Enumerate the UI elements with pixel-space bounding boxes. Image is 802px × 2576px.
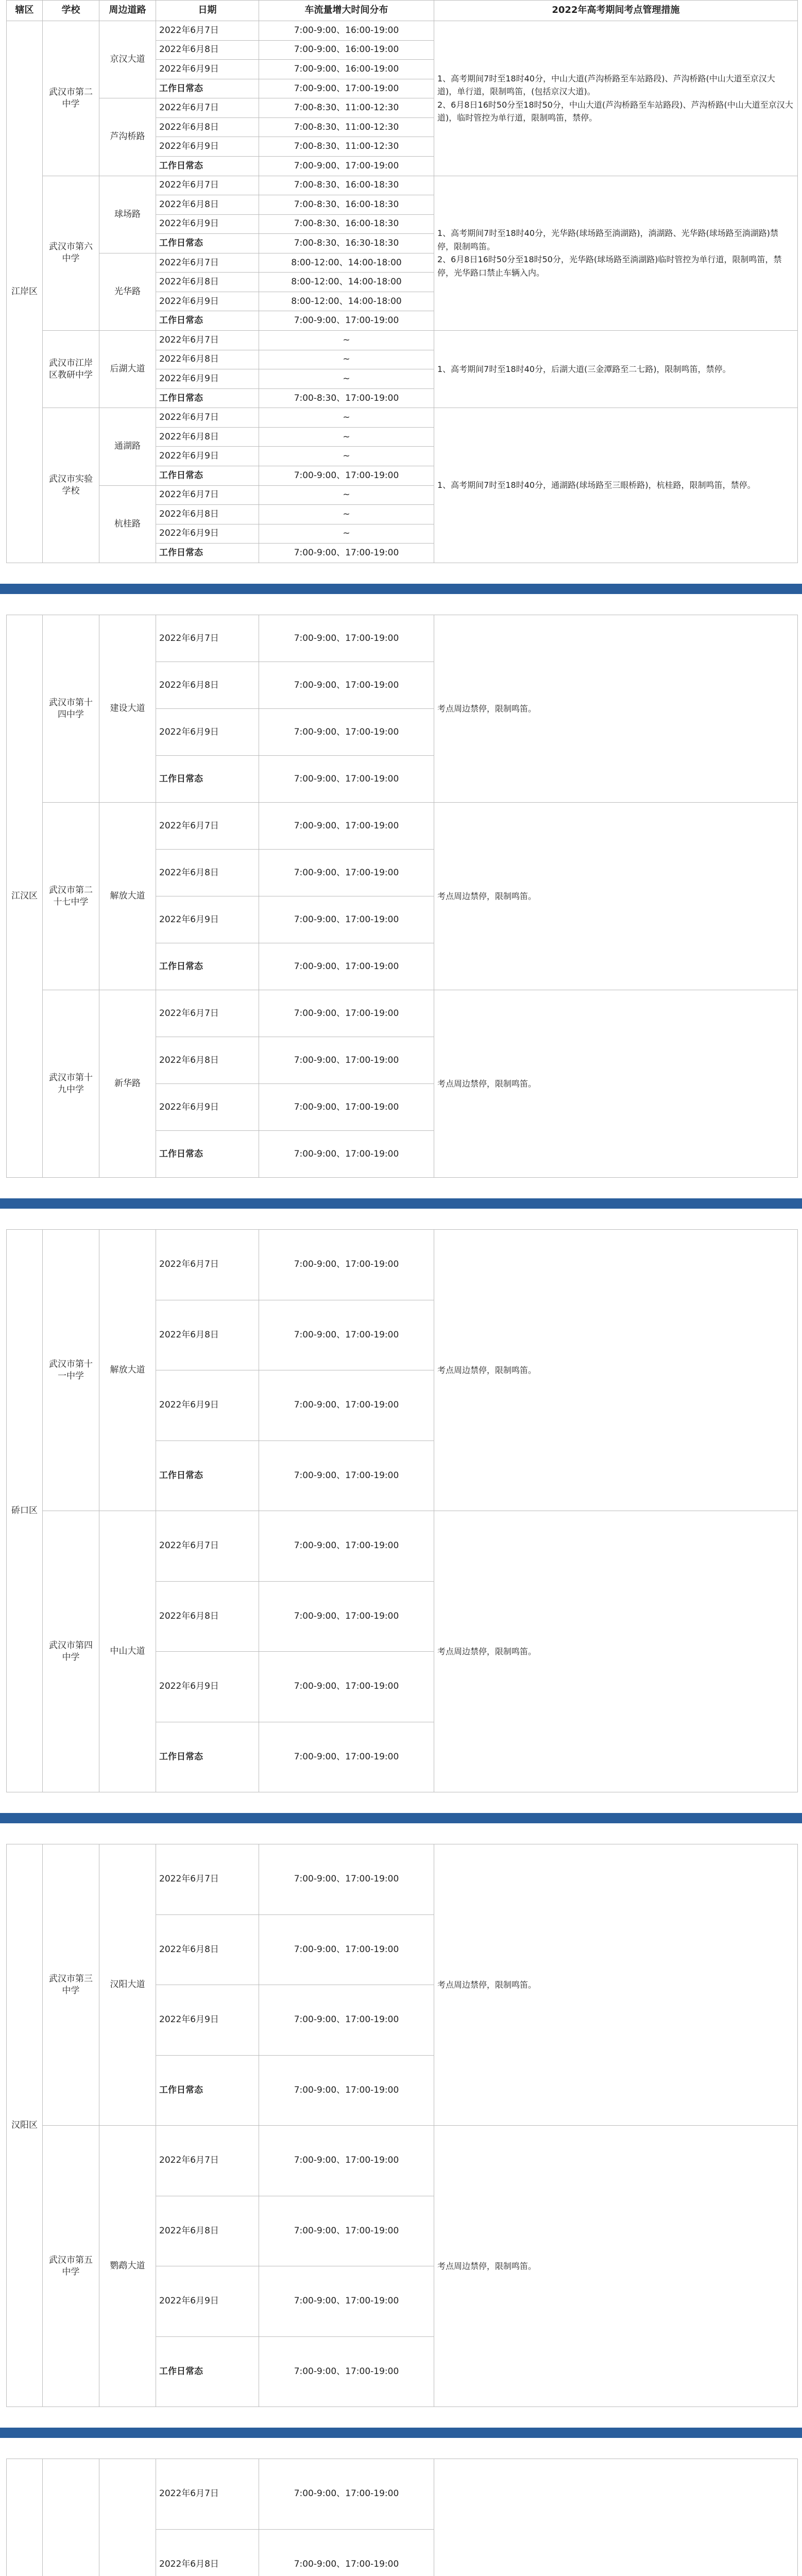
time-cell: 7:00-9:00、17:00-19:00 xyxy=(259,1131,434,1178)
time-cell: ~ xyxy=(259,505,434,524)
time-cell: 7:00-9:00、17:00-19:00 xyxy=(259,544,434,563)
time-cell: 7:00-9:00、17:00-19:00 xyxy=(259,2196,434,2266)
road-cell: 建设大道 xyxy=(99,615,156,803)
measure-cell xyxy=(434,615,798,803)
date-cell: 2022年6月7日 xyxy=(156,1230,259,1300)
district-cell xyxy=(7,2459,43,2576)
date-cell: 工作日常态 xyxy=(156,2336,259,2407)
road-cell: 杭桂路 xyxy=(99,485,156,563)
date-cell: 2022年6月9日 xyxy=(156,2266,259,2337)
time-cell: 7:00-9:00、17:00-19:00 xyxy=(259,1914,434,1985)
date-cell: 2022年6月8日 xyxy=(156,662,259,709)
time-cell: 7:00-9:00、17:00-19:00 xyxy=(259,1440,434,1511)
section-divider xyxy=(0,584,802,594)
header-district: 辖区 xyxy=(7,1,43,21)
measure-text: 考点周边禁停，限制鸣笛。 xyxy=(437,891,537,901)
date-cell: 2022年6月7日 xyxy=(156,331,259,350)
time-cell: 7:00-9:00、17:00-19:00 xyxy=(259,662,434,709)
date-cell: 2022年6月7日 xyxy=(156,2459,259,2530)
date-cell: 2022年6月7日 xyxy=(156,485,259,505)
table-row xyxy=(7,408,798,428)
date-cell: 工作日常态 xyxy=(156,1440,259,1511)
date-cell: 2022年6月9日 xyxy=(156,292,259,311)
measure-cell xyxy=(434,176,798,331)
time-cell: 7:00-9:00、17:00-19:00 xyxy=(259,756,434,803)
date-cell: 2022年6月9日 xyxy=(156,214,259,234)
time-cell: 7:00-9:00、16:00-19:00 xyxy=(259,21,434,41)
time-cell: 7:00-8:30、16:00-18:30 xyxy=(259,214,434,234)
measure-text: 考点周边禁停，限制鸣笛。 xyxy=(437,1979,537,1990)
measure-cell xyxy=(434,1230,798,1511)
time-cell: 7:00-9:00、17:00-19:00 xyxy=(259,709,434,756)
schedule-table xyxy=(6,1229,798,1792)
school-cell: 武汉市江岸区教研中学 xyxy=(43,331,99,408)
time-cell: 7:00-9:00、17:00-19:00 xyxy=(259,1652,434,1722)
date-cell: 2022年6月7日 xyxy=(156,176,259,195)
time-cell: 7:00-9:00、17:00-19:00 xyxy=(259,1581,434,1652)
time-cell: 7:00-9:00、17:00-19:00 xyxy=(259,943,434,990)
time-cell: ~ xyxy=(259,485,434,505)
date-cell: 2022年6月9日 xyxy=(156,1652,259,1722)
date-cell: 2022年6月9日 xyxy=(156,896,259,943)
time-cell: 7:00-9:00、17:00-19:00 xyxy=(259,896,434,943)
time-cell: 7:00-8:30、17:00-19:00 xyxy=(259,388,434,408)
table-row xyxy=(7,1230,798,1300)
school-cell: 武汉市第二十七中学 xyxy=(43,803,99,990)
date-cell: 工作日常态 xyxy=(156,1722,259,1792)
school-cell: 武汉市第六中学 xyxy=(43,176,99,331)
date-cell: 2022年6月7日 xyxy=(156,990,259,1037)
date-cell: 2022年6月7日 xyxy=(156,21,259,41)
time-cell: 7:00-9:00、17:00-19:00 xyxy=(259,1230,434,1300)
time-cell: 7:00-8:30、11:00-12:30 xyxy=(259,98,434,118)
measure-cell xyxy=(434,331,798,408)
time-cell: ~ xyxy=(259,408,434,428)
date-cell: 工作日常态 xyxy=(156,234,259,253)
table-row xyxy=(7,2459,798,2530)
road-cell xyxy=(99,2459,156,2576)
date-cell: 2022年6月8日 xyxy=(156,1037,259,1084)
measure-text: 1、高考期间7时至18时40分，光华路(球场路至淌湖路)，淌湖路、光华路(球场路至淌湖路)禁停，限制鸣笛。 2、6月8日16时50分至18时50分，光华路(球场路至淌湖路)临时管控为单行道，限制鸣笛，禁停，光华路口禁止车辆入内。 xyxy=(437,228,782,278)
time-cell: 8:00-12:00、14:00-18:00 xyxy=(259,273,434,292)
table-row xyxy=(7,990,798,1037)
school-cell: 武汉市第四中学 xyxy=(43,1511,99,1792)
date-cell: 2022年6月7日 xyxy=(156,1511,259,1582)
time-cell: 7:00-9:00、17:00-19:00 xyxy=(259,1037,434,1084)
time-cell: 7:00-9:00、17:00-19:00 xyxy=(259,1084,434,1131)
date-cell: 2022年6月9日 xyxy=(156,1985,259,2056)
date-cell: 2022年6月8日 xyxy=(156,273,259,292)
section-divider xyxy=(0,2428,802,2438)
time-cell: 7:00-8:30、11:00-12:30 xyxy=(259,137,434,157)
measure-text: 1、高考期间7时至18时40分，后湖大道(三金潭路至二七路)，限制鸣笛，禁停。 xyxy=(437,364,731,374)
measure-text: 考点周边禁停，限制鸣笛。 xyxy=(437,1078,537,1089)
measure-cell xyxy=(434,21,798,176)
school-cell xyxy=(43,2459,99,2576)
time-cell: 7:00-9:00、17:00-19:00 xyxy=(259,1370,434,1441)
schedule-table xyxy=(6,1844,798,2407)
school-cell: 武汉市实验学校 xyxy=(43,408,99,563)
district-cell: 江汉区 xyxy=(7,615,43,1178)
measure-cell xyxy=(434,803,798,990)
date-cell: 2022年6月8日 xyxy=(156,117,259,137)
time-cell: 7:00-9:00、17:00-19:00 xyxy=(259,2266,434,2337)
measure-cell xyxy=(434,2126,798,2407)
date-cell: 2022年6月8日 xyxy=(156,850,259,896)
time-cell: 7:00-8:30、16:30-18:30 xyxy=(259,234,434,253)
date-cell: 工作日常态 xyxy=(156,756,259,803)
time-cell: 7:00-8:30、11:00-12:30 xyxy=(259,117,434,137)
date-cell: 2022年6月8日 xyxy=(156,1914,259,1985)
schedule-table xyxy=(6,2459,798,2576)
time-cell: 7:00-9:00、17:00-19:00 xyxy=(259,2336,434,2407)
time-cell: 7:00-9:00、17:00-19:00 xyxy=(259,1844,434,1915)
time-cell: ~ xyxy=(259,447,434,466)
date-cell: 2022年6月7日 xyxy=(156,1844,259,1915)
date-cell: 2022年6月8日 xyxy=(156,2196,259,2266)
header-time: 车流量增大时间分布 xyxy=(259,1,434,21)
date-cell: 2022年6月8日 xyxy=(156,505,259,524)
header-road: 周边道路 xyxy=(99,1,156,21)
time-cell: 7:00-9:00、17:00-19:00 xyxy=(259,1511,434,1582)
table-row xyxy=(7,1844,798,1915)
school-cell: 武汉市第二中学 xyxy=(43,21,99,176)
table-row xyxy=(7,2126,798,2196)
date-cell: 2022年6月8日 xyxy=(156,1581,259,1652)
date-cell: 工作日常态 xyxy=(156,1131,259,1178)
table-row xyxy=(7,1511,798,1582)
time-cell: ~ xyxy=(259,350,434,369)
time-cell: 7:00-9:00、17:00-19:00 xyxy=(259,2055,434,2126)
road-cell: 京汉大道 xyxy=(99,21,156,98)
date-cell: 工作日常态 xyxy=(156,466,259,485)
date-cell: 2022年6月7日 xyxy=(156,408,259,428)
road-cell: 通湖路 xyxy=(99,408,156,485)
district-section xyxy=(0,1844,802,2407)
measure-cell xyxy=(434,2459,798,2576)
table-row xyxy=(7,803,798,850)
date-cell: 工作日常态 xyxy=(156,2055,259,2126)
date-cell: 2022年6月7日 xyxy=(156,253,259,273)
date-cell: 2022年6月7日 xyxy=(156,98,259,118)
time-cell: 7:00-9:00、17:00-19:00 xyxy=(259,311,434,331)
time-cell: 7:00-9:00、17:00-19:00 xyxy=(259,850,434,896)
time-cell: ~ xyxy=(259,331,434,350)
time-cell: 8:00-12:00、14:00-18:00 xyxy=(259,292,434,311)
road-cell: 后湖大道 xyxy=(99,331,156,408)
date-cell: 2022年6月9日 xyxy=(156,60,259,79)
date-cell: 2022年6月9日 xyxy=(156,709,259,756)
time-cell: ~ xyxy=(259,427,434,447)
road-cell: 鹦鹉大道 xyxy=(99,2126,156,2407)
measure-text: 考点周边禁停，限制鸣笛。 xyxy=(437,703,537,714)
date-cell: 2022年6月9日 xyxy=(156,524,259,544)
time-cell: 7:00-9:00、17:00-19:00 xyxy=(259,1985,434,2056)
road-cell: 光华路 xyxy=(99,253,156,330)
date-cell: 工作日常态 xyxy=(156,943,259,990)
time-cell: 7:00-9:00、17:00-19:00 xyxy=(259,156,434,176)
date-cell: 2022年6月9日 xyxy=(156,137,259,157)
table-row xyxy=(7,331,798,350)
date-cell: 2022年6月8日 xyxy=(156,40,259,60)
time-cell: 7:00-9:00、17:00-19:00 xyxy=(259,79,434,98)
time-cell: 7:00-9:00、16:00-19:00 xyxy=(259,60,434,79)
time-cell: 7:00-9:00、17:00-19:00 xyxy=(259,803,434,850)
district-cell: 汉阳区 xyxy=(7,1844,43,2407)
school-cell: 武汉市第十四中学 xyxy=(43,615,99,803)
road-cell: 球场路 xyxy=(99,176,156,253)
district-cell: 硚口区 xyxy=(7,1230,43,1792)
date-cell: 2022年6月9日 xyxy=(156,447,259,466)
date-cell: 2022年6月8日 xyxy=(156,427,259,447)
header-measure: 2022年高考期间考点管理措施 xyxy=(434,1,798,21)
time-cell: 7:00-9:00、16:00-19:00 xyxy=(259,40,434,60)
road-cell: 解放大道 xyxy=(99,1230,156,1511)
section-divider xyxy=(0,1198,802,1209)
date-cell: 2022年6月8日 xyxy=(156,1300,259,1370)
time-cell: 7:00-8:30、16:00-18:30 xyxy=(259,176,434,195)
district-cell: 江岸区 xyxy=(7,21,43,563)
date-cell: 2022年6月7日 xyxy=(156,2126,259,2196)
measure-cell xyxy=(434,1844,798,2126)
time-cell: 7:00-9:00、17:00-19:00 xyxy=(259,2126,434,2196)
measure-text: 考点周边禁停，限制鸣笛。 xyxy=(437,2261,537,2271)
schedule-table xyxy=(6,615,798,1178)
header-date: 日期 xyxy=(156,1,259,21)
header-school: 学校 xyxy=(43,1,99,21)
measure-text: 1、高考期间7时至18时40分，中山大道(芦沟桥路至车站路段)、芦沟桥路(中山大道至京汉大道)，单行道，限制鸣笛，(包括京汉大道)。 2、6月8日16时50分至18时50分，中山大道(芦沟桥路至车站路段)、芦沟桥路(中山大道至京汉大道)，临时管控为单行道，限制鸣笛，禁停。 xyxy=(437,73,793,123)
school-cell: 武汉市第十九中学 xyxy=(43,990,99,1178)
measure-text: 1、高考期间7时至18时40分，通湖路(球场路至三眼桥路)，杭桂路，限制鸣笛，禁停。 xyxy=(437,480,756,490)
time-cell: ~ xyxy=(259,524,434,544)
measure-text: 考点周边禁停，限制鸣笛。 xyxy=(437,1365,537,1375)
road-cell: 汉阳大道 xyxy=(99,1844,156,2126)
time-cell: 8:00-12:00、14:00-18:00 xyxy=(259,253,434,273)
date-cell: 工作日常态 xyxy=(156,79,259,98)
school-cell: 武汉市第五中学 xyxy=(43,2126,99,2407)
time-cell: 7:00-8:30、16:00-18:30 xyxy=(259,195,434,215)
date-cell: 工作日常态 xyxy=(156,311,259,331)
table-row xyxy=(7,615,798,662)
table-row xyxy=(7,21,798,41)
date-cell: 工作日常态 xyxy=(156,388,259,408)
road-cell: 中山大道 xyxy=(99,1511,156,1792)
road-cell: 解放大道 xyxy=(99,803,156,990)
time-cell: 7:00-9:00、17:00-19:00 xyxy=(259,1300,434,1370)
time-cell: ~ xyxy=(259,369,434,389)
date-cell: 2022年6月8日 xyxy=(156,2529,259,2576)
measure-text: 考点周边禁停，限制鸣笛。 xyxy=(437,1646,537,1656)
schedule-table xyxy=(6,0,798,563)
time-cell: 7:00-9:00、17:00-19:00 xyxy=(259,466,434,485)
school-cell: 武汉市第十一中学 xyxy=(43,1230,99,1511)
road-cell: 芦沟桥路 xyxy=(99,98,156,176)
measure-cell xyxy=(434,990,798,1178)
table-row xyxy=(7,176,798,195)
district-section xyxy=(0,1229,802,1792)
section-divider xyxy=(0,1813,802,1823)
time-cell: 7:00-9:00、17:00-19:00 xyxy=(259,1722,434,1792)
date-cell: 2022年6月9日 xyxy=(156,1370,259,1441)
time-cell: 7:00-9:00、17:00-19:00 xyxy=(259,2459,434,2530)
district-section xyxy=(0,2459,802,2576)
measure-cell xyxy=(434,408,798,563)
time-cell: 7:00-9:00、17:00-19:00 xyxy=(259,615,434,662)
time-cell: 7:00-9:00、17:00-19:00 xyxy=(259,990,434,1037)
date-cell: 2022年6月9日 xyxy=(156,1084,259,1131)
date-cell: 工作日常态 xyxy=(156,156,259,176)
date-cell: 工作日常态 xyxy=(156,544,259,563)
date-cell: 2022年6月9日 xyxy=(156,369,259,389)
district-section xyxy=(0,0,802,563)
date-cell: 2022年6月7日 xyxy=(156,615,259,662)
date-cell: 2022年6月8日 xyxy=(156,195,259,215)
date-cell: 2022年6月7日 xyxy=(156,803,259,850)
school-cell: 武汉市第三中学 xyxy=(43,1844,99,2126)
district-section xyxy=(0,615,802,1178)
road-cell: 新华路 xyxy=(99,990,156,1178)
date-cell: 2022年6月8日 xyxy=(156,350,259,369)
measure-cell xyxy=(434,1511,798,1792)
table-header-row xyxy=(7,1,798,21)
time-cell: 7:00-9:00、17:00-19:00 xyxy=(259,2529,434,2576)
